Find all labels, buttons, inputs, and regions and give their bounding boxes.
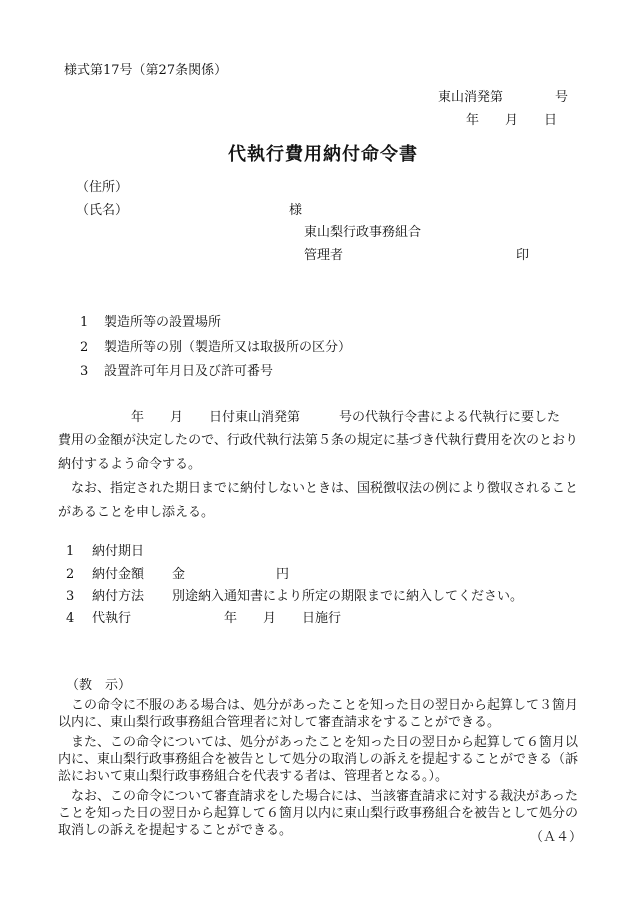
issue-date: 年 月 日 — [466, 113, 558, 128]
issuer-organization: 東山梨行政事務組合 — [304, 225, 422, 240]
notice-paragraph-3: なお、この命令について審査請求をした場合には、当該審査請求に対する裁決があったことを知った日の翌日から起算して６箇月以内に東山梨行政事務組合を被告として処分の取消しの訴えを提起することができる。 — [58, 789, 579, 838]
document-title: 代執行費用納付命令書 — [228, 144, 418, 165]
payment-number: 4 — [66, 611, 75, 626]
document-number: 東山消発第 号 — [438, 90, 569, 105]
payment-label: 納付期日 — [92, 544, 145, 559]
payment-label: 納付方法 — [92, 589, 145, 604]
payment-number: 1 — [66, 544, 75, 559]
payment-number: 3 — [66, 589, 75, 604]
payment-amount: 金 円 — [172, 567, 290, 582]
body-line-1: 年 月 日付東山消発第 号の代執行令書による代執行に要した — [131, 410, 561, 425]
notice-paragraph-2: また、この命令については、処分があったことを知った日の翌日から起算して６箇月以内に、東山梨行政事務組合を被告として処分の取消しの訴えを提起することができる（訴訟において東山梨行政事務組合を代表する者は、管理者となる。）。 — [58, 735, 579, 784]
paper-size: （Ａ４） — [530, 830, 583, 845]
execution-date: 年 月 日施行 — [224, 611, 342, 626]
payment-number: 2 — [66, 567, 75, 582]
seal-mark: 印 — [516, 248, 530, 263]
payment-label: 納付金額 — [92, 567, 145, 582]
body-paragraph-2: なお、指定された期日までに納付しないときは、国税徴収法の例により徴収されることがあることを申し添える。 — [58, 481, 579, 520]
item-number: 2 — [80, 340, 89, 355]
notice-heading: （教 示） — [66, 678, 132, 693]
body-paragraph-1: 費用の金額が決定したので、行政代執行法第５条の規定に基づき代執行費用を次のとおり納付するよう命令する。 — [58, 433, 578, 472]
form-number: 様式第17号（第27条関係） — [64, 63, 228, 78]
name-label: （氏名） — [76, 203, 129, 218]
notice-paragraph-1: この命令に不服のある場合は、処分があったことを知った日の翌日から起算して３箇月以内に、東山梨行政事務組合管理者に対して審査請求をすることができる。 — [58, 698, 578, 730]
item-label: 設置許可年月日及び許可番号 — [104, 364, 274, 379]
item-label: 製造所等の別（製造所又は取扱所の区分） — [104, 340, 352, 355]
manager-label: 管理者 — [304, 248, 344, 263]
honorific: 様 — [289, 203, 303, 218]
address-label: （住所） — [76, 180, 129, 195]
item-number: 3 — [80, 364, 89, 379]
item-number: 1 — [80, 315, 89, 330]
item-label: 製造所等の設置場所 — [104, 315, 222, 330]
payment-method: 別途納入通知書により所定の期限までに納入してください。 — [172, 589, 524, 604]
payment-label: 代執行 — [92, 611, 132, 626]
